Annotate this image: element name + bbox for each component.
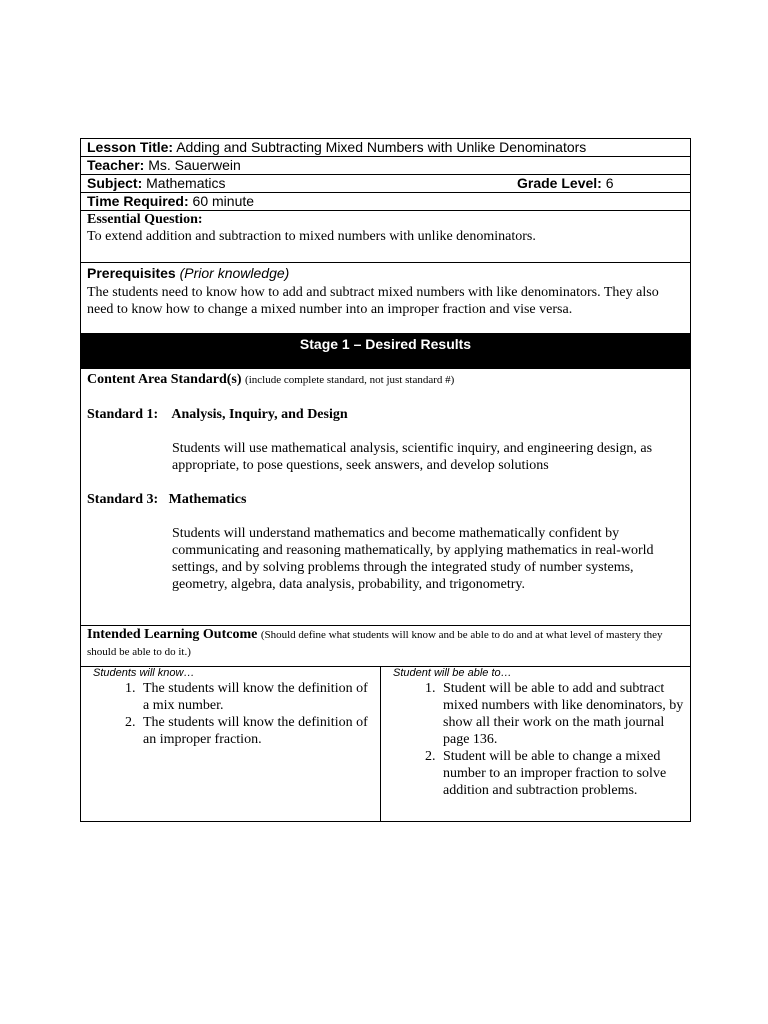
lesson-plan-table	[80, 138, 691, 822]
content-standards-row	[81, 369, 691, 626]
content-standards-label: Content Area Standard(s)	[87, 372, 242, 387]
grade-value: 6	[605, 175, 614, 191]
list-item: 2. Student will be able to change a mixed number to an improper fraction to solve addition and subtraction problems.	[439, 748, 684, 799]
learning-outcome-row	[81, 626, 691, 667]
student-able-to-list	[387, 680, 684, 799]
subject-row	[81, 175, 691, 193]
standard-3-title: Standard 3: Mathematics	[87, 492, 247, 507]
time-row	[81, 193, 691, 211]
list-item: 1. The students will know the definition of a mix number.	[139, 680, 374, 714]
students-will-know-column	[81, 667, 381, 822]
essential-question-row	[81, 211, 691, 263]
prerequisites-text: The students need to know how to add and subtract mixed numbers with like denominators. They also need to know how to change a mixed number into an improper fraction and vise versa.	[87, 285, 659, 317]
students-will-know-header: Students will know…	[93, 667, 195, 679]
learning-outcome-note: (Should define what students will know and be able to do and at what level of mastery they should be able to do it.)	[87, 629, 663, 658]
outcome-columns-row	[81, 667, 691, 822]
teacher-label: Teacher:	[87, 157, 145, 173]
grade-level	[517, 175, 614, 192]
subject-label: Subject:	[87, 175, 143, 191]
teacher-value: Ms. Sauerwein	[148, 157, 241, 173]
student-able-to-column	[381, 667, 691, 822]
lesson-title-value: Adding and Subtracting Mixed Numbers with Unlike Denominators	[176, 139, 587, 155]
lesson-title-row	[81, 139, 691, 157]
prerequisites-label: Prerequisites	[87, 265, 176, 281]
students-will-know-list	[87, 680, 374, 748]
lesson-plan	[80, 138, 690, 822]
time-value: 60 minute	[192, 193, 255, 209]
subject-value: Mathematics	[146, 175, 226, 191]
list-item: 1. Student will be able to add and subtract mixed numbers with like denominators, by show all their work on the math journal page 136.	[439, 680, 684, 748]
standard-1-text: Students will use mathematical analysis, scientific inquiry, and engineering design, as appropriate, to pose questions, seek answers, and develop solutions	[172, 441, 653, 473]
prerequisites-row	[81, 263, 691, 334]
list-item: 2. The students will know the definition of an improper fraction.	[139, 714, 374, 748]
learning-outcome-label: Intended Learning Outcome	[87, 627, 258, 642]
stage1-heading: Stage 1 – Desired Results	[81, 334, 691, 369]
stage1-row	[81, 334, 691, 369]
teacher-row	[81, 157, 691, 175]
lesson-title-label: Lesson Title:	[87, 139, 174, 155]
standard-3-text: Students will understand mathematics and become mathematically confident by communicating and reasoning mathematically, by applying mathematics in real-world settings, and by solving problems through the integrated study of number systems, geometry, algebra, data analysis, probability, and trigonometry.	[172, 526, 654, 592]
prerequisites-note: (Prior knowledge)	[179, 265, 290, 281]
standard-1-title: Standard 1: Analysis, Inquiry, and Design	[87, 407, 348, 422]
essential-question-label: Essential Question:	[87, 212, 203, 227]
time-label: Time Required:	[87, 193, 189, 209]
essential-question-text: To extend addition and subtraction to mixed numbers with unlike denominators.	[87, 229, 536, 244]
grade-label: Grade Level:	[517, 175, 602, 191]
content-standards-note: (include complete standard, not just standard #)	[245, 374, 455, 386]
student-able-to-header: Student will be able to…	[393, 667, 512, 679]
